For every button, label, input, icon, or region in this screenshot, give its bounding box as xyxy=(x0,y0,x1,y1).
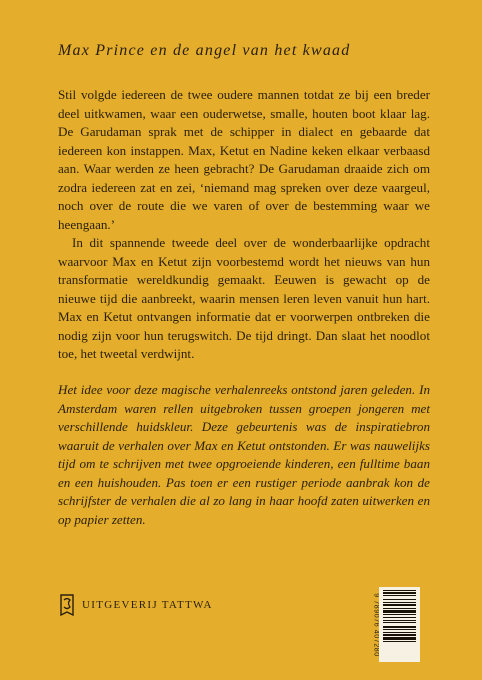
barcode-bar xyxy=(383,599,416,600)
barcode-bar xyxy=(383,622,416,623)
barcode-number-text: 9 789076 407280 xyxy=(372,593,380,657)
barcode-bar xyxy=(383,637,416,640)
barcode-bar xyxy=(383,634,416,636)
barcode-bar xyxy=(383,590,416,591)
barcode-bar xyxy=(383,629,416,630)
barcode-bar xyxy=(383,602,416,603)
barcode-bar xyxy=(383,641,416,642)
barcode-bar xyxy=(383,608,416,609)
barcode-bar xyxy=(383,617,416,618)
barcode-bar xyxy=(383,595,416,596)
barcode-bars xyxy=(379,587,420,662)
barcode-bar xyxy=(383,592,416,594)
barcode-bar xyxy=(383,620,416,621)
barcode-bar xyxy=(383,632,416,633)
publisher xyxy=(58,593,213,617)
publisher-name: UITGEVERIJ TATTWA xyxy=(82,599,213,611)
barcode-bar xyxy=(383,614,416,615)
blurb-paragraph: Stil volgde iedereen de twee oudere mannen totdat ze bij een breder deel uitkwamen, waar een ouderwetse, smalle, houten boot klaar lag. De Garudaman sprak met de schipper in dialect en gebaarde dat iedereen kon instappen. Max, Ketut en Nadine keken elkaar verbaasd aan. Waar werden ze heen gebracht? De Garudaman draaide zich om zodra iedereen zat en zei, ‘niemand mag spreken over deze vaargeul, noch over de route die we varen of over de bestemming waar we heengaan.’ xyxy=(58,87,430,232)
blurb-paragraph: In dit spannende tweede deel over de wonderbaarlijke opdracht waarvoor Max en Ketut zijn voorbestemd wordt het nieuws van hun transformatie wereldkundig gemaakt. Eeuwen is gewacht op de nieuwe tijd die aanbreekt, waarin mensen leren leven vanuit hun hart. Max en Ketut ontvangen informatie dat er voorwerpen ontbreken die nodig zijn voor hun terugswitch. De tijd dringt. Dan slaat het noodlot toe, het tweetal verdwijnt. xyxy=(58,235,430,361)
barcode-bar xyxy=(383,610,416,613)
barcode-bar xyxy=(383,626,416,628)
tattwa-logo-icon xyxy=(58,593,76,617)
blurb xyxy=(58,86,430,364)
barcode-bar xyxy=(383,604,416,606)
author-note: Het idee voor deze magische verhalenreeks ontstond jaren geleden. In Amsterdam waren rellen uitgebroken tussen groepen jongeren met verschillende huidskleur. Deze gebeurtenis was de inspiratiebron waaruit de verhalen over Max en Ketut ontstonden. Er was nauwelijks tijd om te schrijven met twee opgroeiende kinderen, een fulltime baan en een huishouden. Pas toen er een rustiger periode aanbrak kon de schrijfster de verhalen die al zo lang in haar hoofd zaten uitwerken en op papier zetten. xyxy=(58,382,430,527)
book-title: Max Prince en de angel van het kwaad xyxy=(58,42,351,59)
barcode xyxy=(379,587,420,662)
